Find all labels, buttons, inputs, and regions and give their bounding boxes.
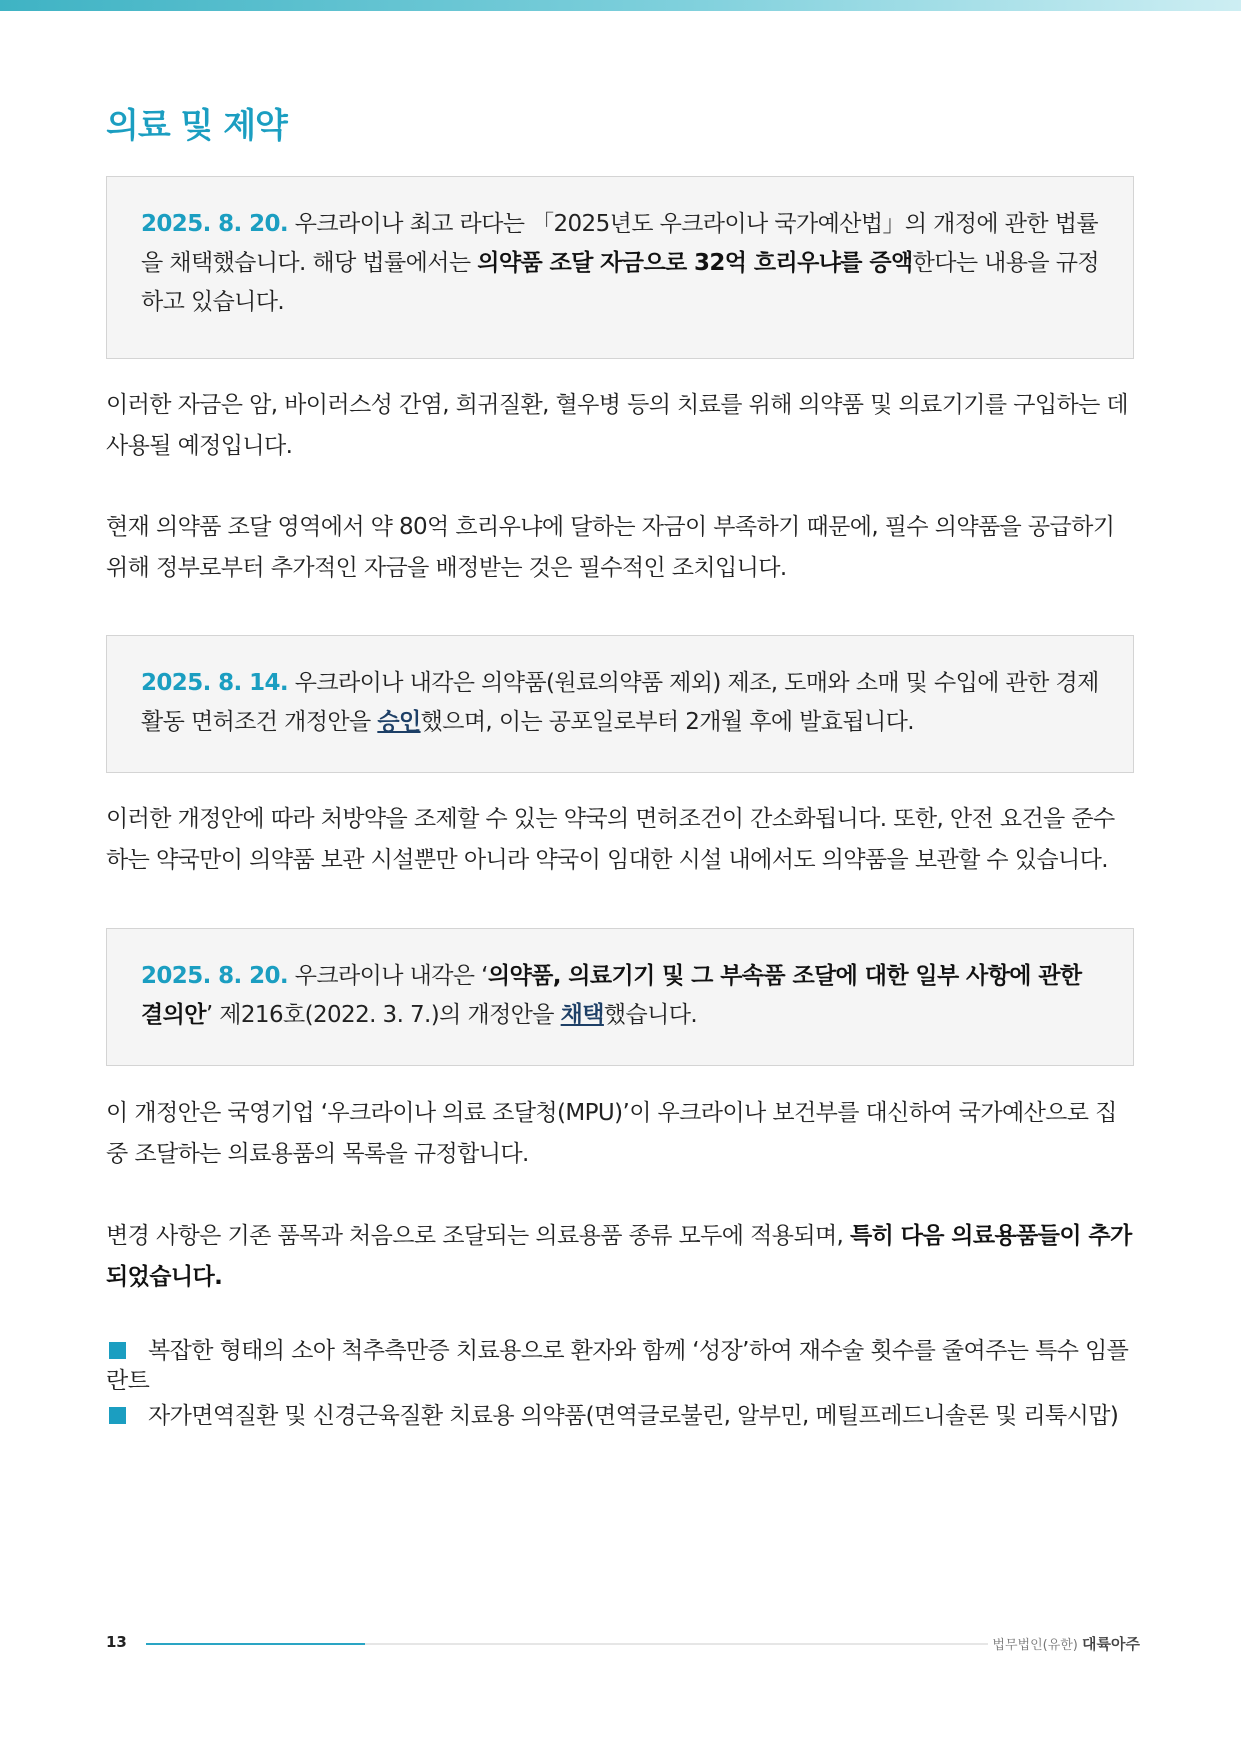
news-box-2: [106, 635, 1134, 773]
page-number: 13: [106, 1633, 127, 1651]
news-link-adopted[interactable]: 채택: [560, 1002, 604, 1028]
news-highlight: 의약품 조달 자금으로 32억 흐리우냐를 증액: [477, 250, 913, 276]
news-box-1: [106, 176, 1134, 359]
news-date: 2025. 8. 20.: [141, 211, 289, 237]
news-date: 2025. 8. 14.: [141, 670, 289, 696]
firm-name: 대륙아주: [1082, 1635, 1140, 1653]
list-item-text: 복잡한 형태의 소아 척추측만증 치료용으로 환자와 함께 ‘성장’하여 재수술 횟수를 줄여주는 특수 임플란트: [106, 1338, 1129, 1394]
section-title: 의료 및 제약: [106, 106, 287, 146]
page-progress-bar: [146, 1643, 988, 1645]
top-accent-bar: [0, 0, 1241, 11]
news-link-approved[interactable]: 승인: [377, 709, 421, 735]
square-bullet-icon: [109, 1407, 126, 1424]
changes-highlight: 특히 다음 의료용품들이 추가되었습니다.: [106, 1223, 1132, 1290]
news-text: 우크라이나 최고 라다는 「2025년도 우크라이나 국가예산법」의 개정에 관한 법률을 채택했습니다. 해당 법률에서는: [141, 211, 1098, 276]
news-text: ’ 제216호(2022. 3. 7.)의 개정안을: [205, 1002, 561, 1028]
firm-logo: [992, 1633, 1140, 1654]
news-text: 했으며, 이는 공포일로부터 2개월 후에 발효됩니다.: [420, 709, 914, 735]
square-bullet-icon: [109, 1342, 126, 1359]
body-paragraph: 이 개정안은 국영기업 ‘우크라이나 의료 조달청(MPU)’이 우크라이나 보건부를 대신하여 국가예산으로 집중 조달하는 의료용품의 목록을 규정합니다.: [106, 1100, 1117, 1167]
news-highlight: 의약품, 의료기기 및 그 부속품 조달에 대한 일부 사항에 관한 결의안: [141, 963, 1082, 1028]
news-text: 우크라이나 내각은 ‘: [288, 963, 488, 989]
news-text: 했습니다.: [603, 1002, 698, 1028]
news-date: 2025. 8. 20.: [141, 963, 289, 989]
body-paragraph: 현재 의약품 조달 영역에서 약 80억 흐리우냐에 달하는 자금이 부족하기 때문에, 필수 의약품을 공급하기 위해 정부로부터 추가적인 자금을 배정받는 것은 필수적인 조치입니다.: [106, 514, 1115, 581]
body-paragraph: 이러한 개정안에 따라 처방약을 조제할 수 있는 약국의 면허조건이 간소화됩니다. 또한, 안전 요건을 준수하는 약국만이 의약품 보관 시설뿐만 아니라 약국이 임대한 시설 내에서도 의약품을 보관할 수 있습니다.: [106, 806, 1115, 873]
list-item: [106, 1401, 1136, 1431]
news-box-3: [106, 928, 1134, 1066]
news-text: 우크라이나 내각은 의약품(원료의약품 제외) 제조, 도매와 소매 및 수입에 관한 경제 활동 면허조건 개정안을: [141, 670, 1099, 735]
changes-paragraph: [106, 1216, 1136, 1298]
changes-text: 변경 사항은 기존 품목과 처음으로 조달되는 의료용품 종류 모두에 적용되며,: [106, 1223, 850, 1249]
news-text: 한다는 내용을 규정하고 있습니다.: [141, 250, 1099, 315]
page-progress-fill: [146, 1643, 365, 1645]
body-paragraph: 이러한 자금은 암, 바이러스성 간염, 희귀질환, 혈우병 등의 치료를 위해 의약품 및 의료기기를 구입하는 데 사용될 예정입니다.: [106, 392, 1129, 459]
list-item: [106, 1336, 1136, 1396]
firm-prefix: 법무법인(유한): [992, 1638, 1078, 1653]
list-item-text: 자가면역질환 및 신경근육질환 치료용 의약품(면역글로불린, 알부민, 메틸프레드니솔론 및 리툭시맙): [148, 1403, 1119, 1429]
